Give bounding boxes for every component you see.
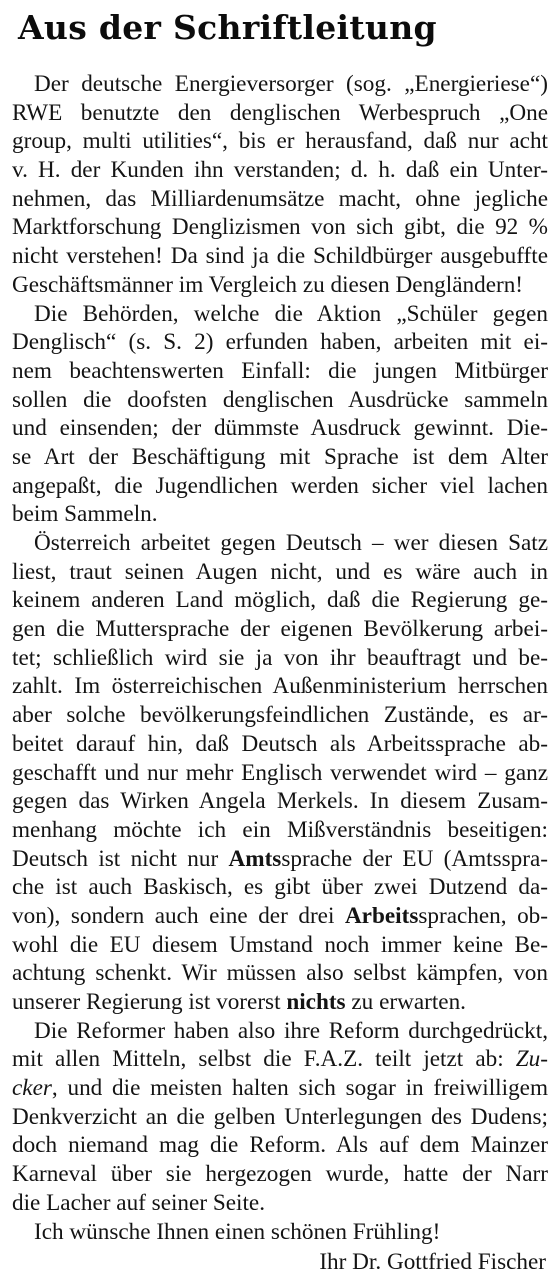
text-line: angepaßt, die Jugendlichen werden sicher viel lachen [12, 472, 548, 499]
text-line [12, 845, 548, 874]
text-line: nem beachtenswerten Einfall: die jungen Mitbürger [12, 357, 548, 384]
text-line: Geschäftsmänner im Vergleich zu diesen Dengländern! [12, 271, 524, 298]
text-line: menhang möchte ich ein Mißverständnis beseitigen: [12, 816, 548, 843]
text-line: v. H. der Kunden ihn verstanden; d. h. daß ein Unter- [12, 157, 548, 184]
text-line: keinem anderen Land möglich, daß die Regierung ge- [12, 587, 548, 614]
text-line: doch niemand mag die Reform. Als auf dem Mainzer [12, 1132, 548, 1159]
text-line: zahlt. Im österreichischen Außenministerium herrschen [12, 673, 548, 700]
text-segment: , und die meisten halten sich sogar in freiwilligem [51, 1075, 548, 1102]
text-segment: sprache der EU (Amtsspra- [281, 845, 548, 872]
text-line: aber solche bevölkerungsfeindlichen Zustände, es ar- [12, 702, 548, 729]
text-line [12, 902, 548, 931]
text-line: tet; schließlich wird sie ja von ihr beauftragt und be- [12, 644, 548, 671]
text-line: die Lacher auf seiner Seite. [12, 1189, 266, 1216]
text-line [12, 1074, 548, 1103]
text-line: group, multi utilities“, bis er herausfand, daß nur acht [12, 128, 548, 155]
text-segment: sprachen, ob- [418, 902, 548, 929]
bold-term: nichts [286, 989, 346, 1015]
text-line: Die Reformer haben also ihre Reform durchgedrückt, [34, 1017, 548, 1044]
text-line: liest, traut seinen Augen nicht, und es wäre auch in [12, 558, 548, 585]
text-line: Der deutsche Energieversorger (sog. „Energieriese“) [34, 71, 548, 97]
text-line: achtung schenkt. Wir müssen also selbst kämpfen, von [12, 960, 548, 987]
text-line: nicht verstehen! Da sind ja die Schildbürger ausgebuffte [12, 243, 548, 270]
text-segment: unserer Regierung ist vorerst [12, 989, 287, 1015]
text-line: beitet darauf hin, daß Deutsch als Arbeitssprache ab- [12, 730, 548, 757]
text-line: RWE benutzte den denglischen Werbespruch „One [12, 99, 548, 126]
text-line [12, 1045, 548, 1074]
text-line: nehmen, das Milliardenumsätze macht, ohne jegliche [12, 185, 548, 212]
text-line: Karneval über sie hergezogen wurde, hatte der Narr [12, 1161, 548, 1188]
text-line: beim Sammeln. [12, 501, 158, 528]
text-line: wohl die EU diesem Umstand noch immer keine Be- [12, 931, 548, 958]
text-line: sollen die doofsten denglischen Ausdrücke sammeln [12, 386, 548, 413]
text-segment: mit allen Mitteln, selbst die F.A.Z. teilt jetzt ab: [12, 1046, 516, 1073]
bold-term: Arbeits [344, 902, 419, 929]
text-line: Denkverzicht an die gelben Unterlegungen des Dudens; [12, 1103, 548, 1130]
italic-term: cker [12, 1075, 52, 1102]
text-line [12, 988, 548, 1017]
text-segment: Deutsch ist nicht nur [12, 845, 229, 872]
text-line: che ist auch Baskisch, es gibt über zwei Dutzend da- [12, 874, 548, 901]
text-line: gen die Muttersprache der eigenen Bevölkerung arbei- [12, 616, 548, 643]
text-segment: zu erwarten. [345, 989, 466, 1015]
text-line: Österreich arbeitet gegen Deutsch – wer diesen Satz [34, 530, 548, 556]
bold-term: Amts [228, 845, 282, 872]
closing-line: Ich wünsche Ihnen einen schönen Frühling! [34, 1218, 441, 1245]
text-line: Marktforschung Denglizismen von sich gibt, die 92 % [12, 214, 548, 241]
text-line: Die Behörden, welche die Aktion „Schüler gegen [34, 300, 548, 327]
text-line: und einsenden; der dümmste Ausdruck gewinnt. Die- [12, 415, 548, 442]
signature: Ihr Dr. Gottfried Fischer [319, 1249, 546, 1276]
italic-term: Zu- [515, 1046, 548, 1073]
text-line: Denglisch“ (s. S. 2) erfunden haben, arbeiten mit ei- [12, 329, 548, 356]
article-heading: Aus der Schriftleitung [18, 8, 437, 47]
text-line: se Art der Beschäftigung mit Sprache ist dem Alter [12, 443, 548, 470]
text-segment: von), sondern auch eine der drei [12, 902, 345, 929]
article-body [12, 70, 548, 1218]
text-line: gegen das Wirken Angela Merkels. In diesem Zusam- [12, 788, 548, 815]
text-line: geschafft und nur mehr Englisch verwendet wird – ganz [12, 759, 548, 786]
